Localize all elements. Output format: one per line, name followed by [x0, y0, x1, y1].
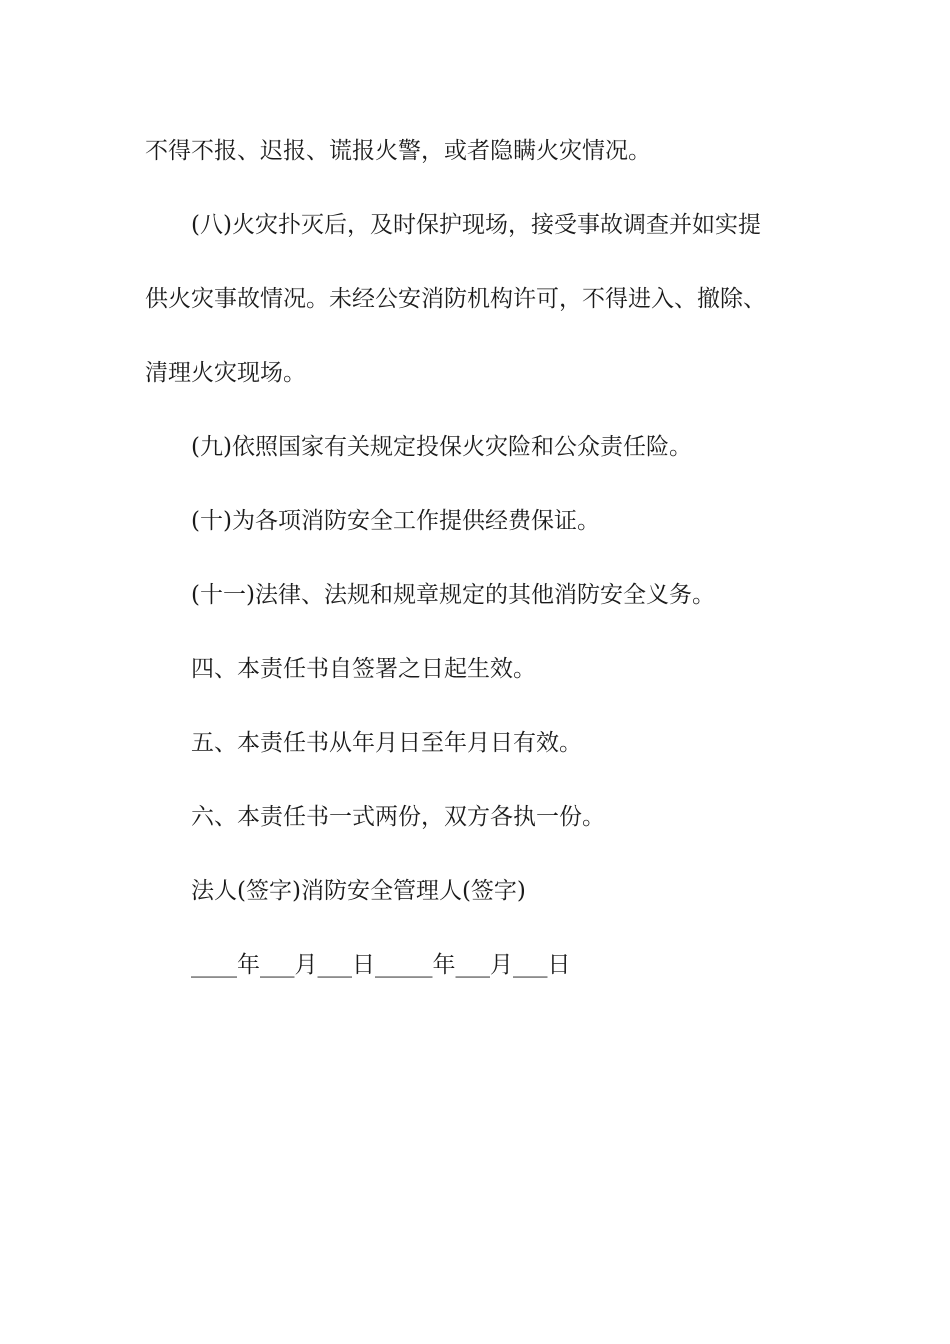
paragraph-line: 不得不报、迟报、谎报火警，或者隐瞒火灾情况。	[145, 138, 651, 164]
clause-8-line-2: 供火灾事故情况。未经公安消防机构许可，不得进入、撤除、	[145, 286, 766, 312]
clause-8-line-3: 清理火灾现场。	[145, 360, 306, 386]
clause-8-line-1: (八)火灾扑灭后，及时保护现场，接受事故调查并如实提	[191, 212, 761, 238]
article-6: 六、本责任书一式两份，双方各执一份。	[191, 804, 605, 830]
clause-9: (九)依照国家有关规定投保火灾险和公众责任险。	[191, 434, 692, 460]
article-5: 五、本责任书从年月日至年月日有效。	[191, 730, 582, 756]
clause-10: (十)为各项消防安全工作提供经费保证。	[191, 508, 600, 534]
article-4: 四、本责任书自签署之日起生效。	[191, 656, 536, 682]
date-line: ____年___月___日_____年___月___日	[191, 952, 571, 978]
clause-11: (十一)法律、法规和规章规定的其他消防安全义务。	[191, 582, 715, 608]
document-body	[145, 126, 825, 1014]
signature-line: 法人(签字)消防安全管理人(签字)	[191, 878, 526, 904]
